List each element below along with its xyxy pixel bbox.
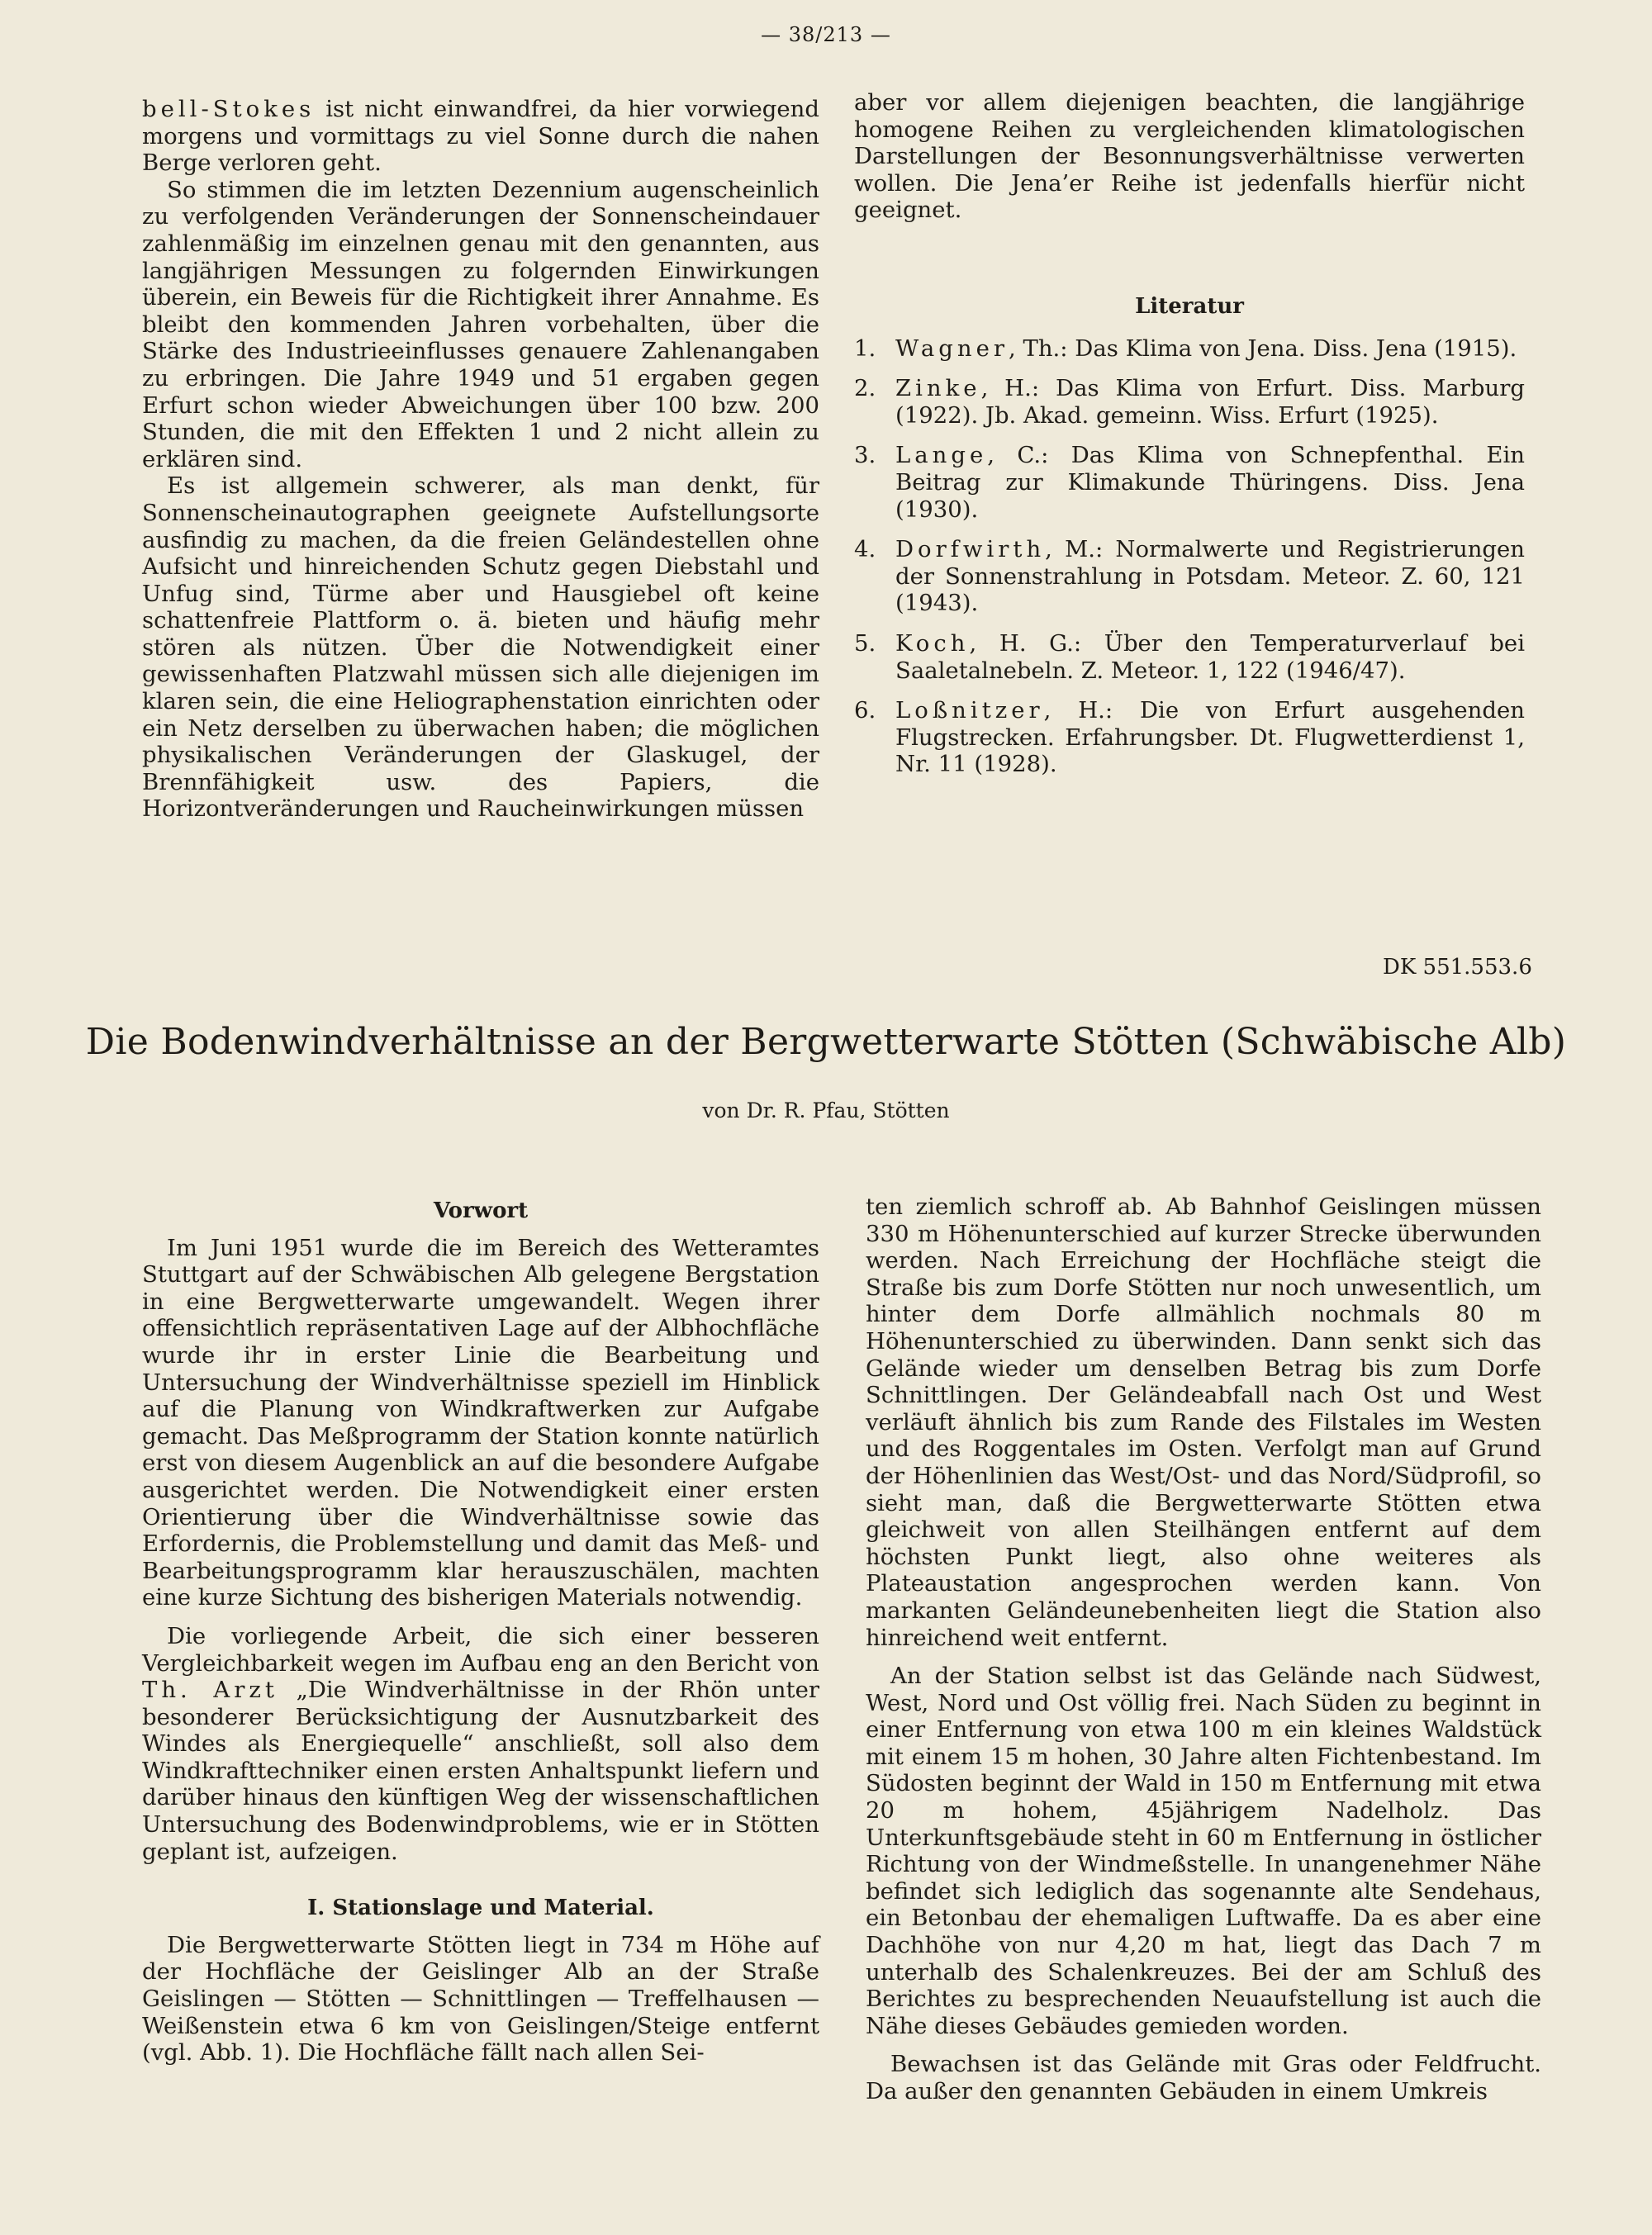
reference-list [854,335,1525,778]
paragraph-text: Die vorliegende Arbeit, die sich einer besseren Vergleichbarkeit wegen im Aufbau eng an den Bericht von [142,1622,819,1677]
page-number: — 38/213 — [761,23,891,46]
reference-author: Zinke [895,375,981,402]
reference-number: 1. [854,335,876,362]
paragraph: So stimmen die im letzten Dezennium augenscheinlich zu verfolgenden Veränderungen der Sonnenscheindauer zahlenmäßig im einzelnen genau mit den genannten, aus langjährigen Messungen zu folgernden Einwirkungen überein, ein Beweis für die Richtigkeit ihrer Annahme. Es bleibt den kommenden Jahren vorbehalten, über die Stärke des Industrieeinflusses genauere Zahlenangaben zu erbringen. Die Jahre 1949 und 51 ergaben gegen Erfurt schon wieder Abweichungen über 100 bzw. 200 Stunden, die mit den Effekten 1 und 2 nicht allein zu erklären sind. [142,176,819,472]
paragraph [142,1623,819,1865]
paragraph [142,96,819,177]
spaced-author: Th. Arzt [142,1677,278,1704]
article-byline: von Dr. R. Pfau, Stötten [702,1099,950,1122]
paragraph: aber vor allem diejenigen beachten, die langjährige homogene Reihen zu vergleichenden klimatologischen Darstellungen der Besonnungsverhältnisse verwerten wollen. Die Jena’er Reihe ist jedenfalls hierfür nicht geeignet. [854,89,1525,224]
reference-author: Koch [895,629,970,657]
reference-author: Loßnitzer [895,697,1044,724]
reference-item [854,697,1525,778]
top-left-column [142,96,819,823]
paragraph: Es ist allgemein schwerer, als man denkt, für Sonnenscheinautographen geeignete Aufstellungsorte ausfindig zu machen, da die freien Geländestellen ohne Aufsicht und hinreichenden Schutz gegen Diebstahl und Unfug sind, Türme aber und Hausgiebel oft keine schattenfreie Plattform o. ä. bieten und häufig mehr stören als nützen. Über die Notwendigkeit einer gewissenhaften Platzwahl müssen sich alle diejenigen im klaren sein, die eine Heliographenstation einrichten oder ein Netz derselben zu überwachen haben; die möglichen physikalischen Veränderungen der Glaskugel, der Brennfähigkeit usw. des Papiers, die Horizontveränderungen und Raucheinwirkungen müssen [142,472,819,823]
reference-text: , H.: Die von Erfurt ausgehenden Flugstrecken. Erfahrungsber. Dt. Flugwetterdienst 1, Nr. 11 (1928). [895,697,1525,778]
reference-item [854,335,1525,363]
paragraph: Bewachsen ist das Gelände mit Gras oder Feldfrucht. Da außer den genannten Gebäuden in einem Umkreis [866,2051,1541,2105]
top-right-column [854,89,1525,791]
spaced-author: bell-Stokes [142,96,316,122]
reference-number: 3. [854,442,876,469]
section-heading: I. Stationslage und Material. [307,1896,654,1921]
paragraph-text: „Die Windverhältnisse in der Rhön unter besonderer Berücksichtigung der Ausnutzbarkeit des Windes als Energiequelle“ anschließt, soll also dem Windkrafttechniker einen ersten Anhaltspunkt liefern und darüber hinaus den künftigen Weg der wissenschaftlichen Untersuchung des Bodenwindproblems, wie er in Stötten geplant ist, aufzeigen. [142,1677,819,1865]
dk-classification: DK 551.553.6 [1383,955,1532,980]
paragraph: Die Bergwetterwarte Stötten liegt in 734 m Höhe auf der Hochfläche der Geislinger Alb an der Straße Geislingen — Stötten — Schnittlingen — Treffelhausen — Weißenstein etwa 6 km von Geislingen/Steige entfernt (vgl. Abb. 1). Die Hochfläche fällt nach allen Sei- [142,1931,819,2067]
foreword-heading: Vorwort [433,1198,529,1223]
paragraph: An der Station selbst ist das Gelände nach Südwest, West, Nord und Ost völlig frei. Nach Süden zu beginnt in einer Entfernung von etwa 100 m ein kleines Waldstück mit einem 15 m hohen, 30 Jahre alten Fichtenbestand. Im Südosten beginnt der Wald in 150 m Entfernung mit etwa 20 m hohem, 45jährigem Nadelholz. Das Unterkunftsgebäude steht in 60 m Entfernung in östlicher Richtung von der Windmeßstelle. In unangenehmer Nähe befindet sich lediglich das sogenannte alte Sendehaus, ein Betonbau der ehemaligen Luftwaffe. Da es aber eine Dachhöhe von nur 4,20 m hat, liegt das Dach 7 m unterhalb des Schalenkreuzes. Bei der am Schluß des Berichtes zu besprechenden Neuaufstellung ist auch die Nähe dieses Gebäudes gemieden worden. [866,1663,1541,2039]
reference-item [854,536,1525,617]
paragraph: ten ziemlich schroff ab. Ab Bahnhof Geislingen müssen 330 m Höhenunterschied auf kurzer Strecke überwunden werden. Nach Erreichung der Hochfläche steigt die Straße bis zum Dorfe Stötten nur noch unwesentlich, um hinter dem Dorfe allmählich nochmals 80 m Höhenunterschied zu überwinden. Dann senkt sich das Gelände wieder um denselben Betrag bis zum Dorfe Schnittlingen. Der Geländeabfall nach Ost und West verläuft ähnlich bis zum Rande des Filstales im Westen und des Roggentales im Osten. Verfolgt man auf Grund der Höhenlinien das West/Ost- und das Nord/Südprofil, so sieht man, daß die Bergwetterwarte Stötten etwa gleichweit von allen Steilhängen entfernt auf dem höchsten Punkt liegt, also ohne weiteres als Plateaustation angesprochen werden kann. Von markanten Geländeunebenheiten liegt die Station also hinreichend weit entfernt. [866,1193,1541,1651]
article-title: Die Bodenwindverhältnisse an der Bergwetterwarte Stötten (Schwäbische Alb) [85,1021,1567,1063]
bottom-right-column [866,1193,1541,2105]
reference-number: 4. [854,536,876,563]
reference-number: 6. [854,697,876,724]
reference-item [854,442,1525,523]
reference-number: 2. [854,375,876,402]
reference-author: Dorfwirth [895,536,1046,563]
reference-text: , Th.: Das Klima von Jena. Diss. Jena (1915). [1009,335,1517,362]
literature-heading: Literatur [1135,293,1244,319]
reference-item [854,375,1525,429]
reference-text: , M.: Normalwerte und Registrierungen der Sonnenstrahlung in Potsdam. Meteor. Z. 60, 121 (1943). [895,536,1525,617]
reference-number: 5. [854,629,876,657]
reference-author: Wagner [895,335,1009,362]
reference-author: Lange [895,442,988,469]
reference-text: , C.: Das Klima von Schnepfenthal. Ein Beitrag zur Klimakunde Thüringens. Diss. Jena (1930). [895,442,1525,523]
bottom-left-column [142,1198,819,2067]
paragraph: Im Juni 1951 wurde die im Bereich des Wetteramtes Stuttgart auf der Schwäbischen Alb gelegene Bergstation in eine Bergwetterwarte umgewandelt. Wegen ihrer offensichtlich repräsentativen Lage auf der Albhochfläche wurde ihr in erster Linie die Bearbeitung und Untersuchung der Windverhältnisse speziell im Hinblick auf die Planung von Windkraftwerken zur Aufgabe gemacht. Das Meßprogramm der Station konnte natürlich erst von diesem Augenblick an auf die besondere Aufgabe ausgerichtet werden. Die Notwendigkeit einer ersten Orientierung über die Windverhältnisse sowie das Erfordernis, die Problemstellung und damit das Meß- und Bearbeitungsprogramm klar herauszuschälen, machten eine kurze Sichtung des bisherigen Materials notwendig. [142,1234,819,1611]
reference-item [854,630,1525,684]
reference-text: , H. G.: Über den Temperaturverlauf bei Saaletalnebeln. Z. Meteor. 1, 122 (1946/47). [895,629,1525,684]
reference-text: , H.: Das Klima von Erfurt. Diss. Marburg (1922). Jb. Akad. gemeinn. Wiss. Erfurt (1925). [895,375,1525,429]
paragraph-text: ist nicht einwandfrei, da hier vorwiegend morgens und vormittags zu viel Sonne durch die nahen Berge verloren geht. [142,96,819,177]
